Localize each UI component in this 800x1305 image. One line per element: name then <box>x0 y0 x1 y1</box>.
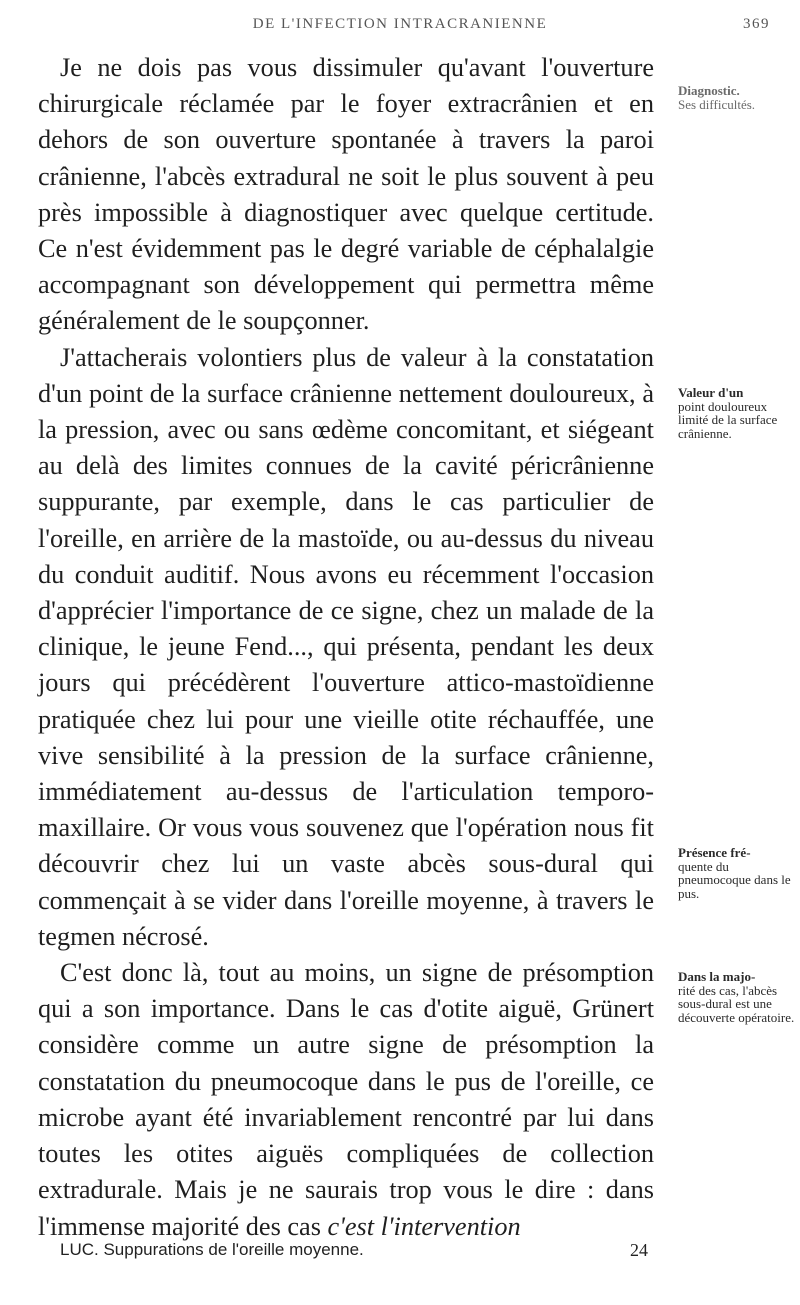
sheet-number: 24 <box>630 1240 648 1260</box>
page-number: 369 <box>743 16 770 32</box>
footer-signature: LUC. Suppurations de l'oreille moyenne. <box>60 1240 364 1259</box>
margin-note-valeur <box>678 386 798 440</box>
margin-note-diagnostic-head: Diagnostic. <box>678 83 740 98</box>
paragraph-1: Je ne dois pas vous dissimuler qu'avant l'ouverture chirurgicale réclamée par le foyer extracrânien et en dehors de son ouverture spontanée à travers la paroi crânienne, l'abcès extradural ne soit le plus souvent à peu près impossible à diagnostiquer avec quelque certitude. Ce n'est évidemment pas le degré variable de céphalalgie accompagnant son développement qui permettra même généralement de le soupçonner. <box>38 53 654 336</box>
paragraph-3-text: C'est donc là, tout au moins, un signe de présomption qui a son importance. Dans le cas d'otite aiguë, Grünert considère comme un autre signe de présomption la constatation du pneumocoque dans le pus de l'oreille, ce microbe ayant été invariablement rencontré par lui dans toutes les otites aiguës compliquées de collection extradurale. Mais je ne saurais trop vous le dire : dans l'immense majorité des cas <box>38 958 654 1241</box>
main-text <box>38 50 654 1245</box>
margin-note-diagnostic <box>678 84 798 111</box>
margin-note-presence-text: quente du pneumocoque dans le pus. <box>678 858 791 901</box>
paragraph-3-italic: c'est l'intervention <box>327 1211 521 1241</box>
margin-note-valeur-head: Valeur d'un <box>678 385 744 400</box>
running-header <box>30 16 770 44</box>
margin-note-majorite-head: Dans la majo- <box>678 969 756 984</box>
paragraph-2: J'attacherais volontiers plus de valeur à la constatation d'un point de la surface crânienne nettement douloureux, à la pression, avec ou sans œdème concomitant, et siégeant au delà des limites connues de la cavité péricrânienne suppurante, par exemple, dans le cas particulier de l'oreille, en arrière de la mastoïde, ou au-dessus du niveau du conduit auditif. Nous avons eu récemment l'occasion d'apprécier l'importance de ce signe, chez un malade de la clinique, le jeune Fend..., qui présenta, pendant les deux jours qui précédèrent l'ouverture attico-mastoïdienne pratiquée chez lui pour une vieille otite réchauffée, une vive sensibilité à la pression de la surface crânienne, immédiatement au-dessus de l'articulation temporo-maxillaire. Or vous vous souvenez que l'opération nous fit découvrir chez lui un vaste abcès sous-dural qui commençait à se vider dans l'oreille moyenne, à travers le tegmen nécrosé. <box>38 342 654 951</box>
margin-note-presence <box>678 846 798 900</box>
margin-note-majorite <box>678 970 798 1024</box>
running-title: DE L'INFECTION INTRACRANIENNE <box>252 16 548 32</box>
margin-note-presence-head: Présence fré- <box>678 845 751 860</box>
margin-note-valeur-text: point douloureux limité de la surface crânienne. <box>678 398 778 441</box>
margin-note-diagnostic-text: Ses difficultés. <box>678 96 756 112</box>
paragraph-3 <box>38 955 654 1245</box>
margin-note-majorite-text: rité des cas, l'abcès sous-dural est une découverte opératoire. <box>678 982 795 1025</box>
